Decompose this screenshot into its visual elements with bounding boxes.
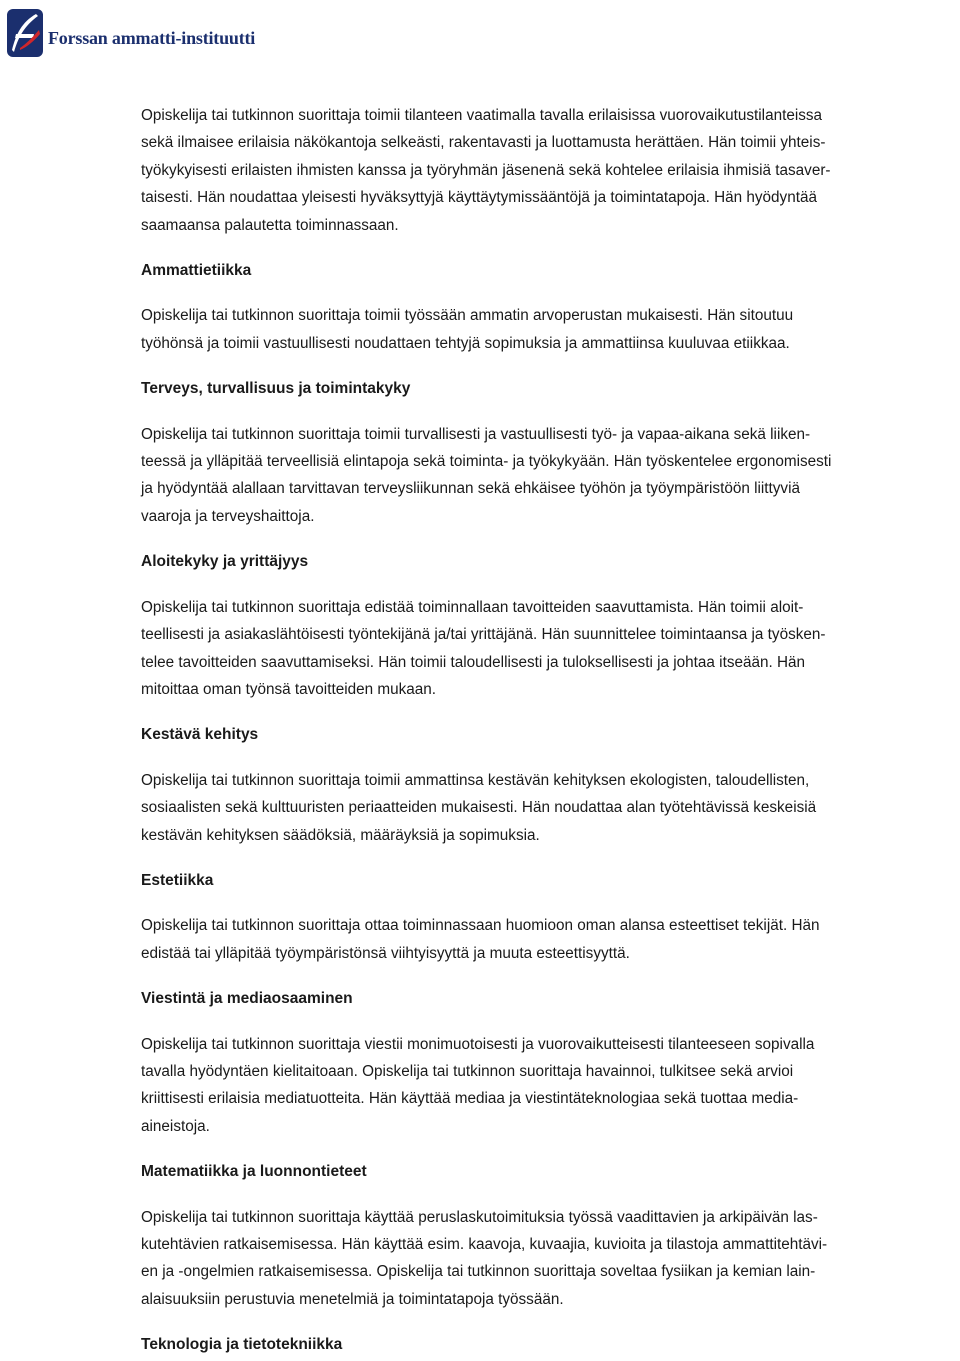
paragraph-line: kestävän kehityksen säädöksiä, määräyksiä ja sopimuksia. xyxy=(141,826,540,844)
paragraph-line: sekä ilmaisee erilaisia näkökantoja selkeästi, rakentavasti ja luottamusta herättäen. Hän toimii yhteis- xyxy=(141,134,826,152)
paragraph-line: Opiskelija tai tutkinnon suorittaja toimii turvallisesti ja vastuullisesti työ- ja vapaa-aikana sekä liiken- xyxy=(141,425,811,443)
paragraph-line: en ja -ongelmien ratkaisemisessa. Opiskelija tai tutkinnon suorittaja soveltaa fysiikan ja kemian lain- xyxy=(141,1263,816,1281)
paragraph-line: Opiskelija tai tutkinnon suorittaja edistää toiminnallaan tavoitteiden saavuttamista. Hän toimii aloit- xyxy=(141,598,804,616)
section-heading: Teknologia ja tietotekniikka xyxy=(141,1336,343,1354)
paragraph-line: kriittisesti erilaisia mediatuotteita. Hän käyttää mediaa ja viestintäteknologiaa sekä tuottaa media- xyxy=(141,1090,799,1108)
paragraph-line: työkykyisesti erilaisten ihmisten kanssa ja työryhmän jäsenenä sekä kohtelee erilaisia ihmisiä tasaver- xyxy=(141,161,831,179)
section-heading: Ammattietiikka xyxy=(141,262,252,280)
paragraph-line: Opiskelija tai tutkinnon suorittaja ottaa toiminnassaan huomioon oman alansa esteettiset tekijät. Hän xyxy=(141,917,820,935)
header xyxy=(6,6,255,60)
section-heading: Viestintä ja mediaosaaminen xyxy=(141,990,353,1008)
section-paragraph xyxy=(141,912,951,967)
paragraph-line: Opiskelija tai tutkinnon suorittaja toimii työssään ammatin arvoperustan mukaisesti. Hän sitoutuu xyxy=(141,307,794,325)
paragraph-line: saamaansa palautetta toiminnassaan. xyxy=(141,216,399,234)
paragraph-line: sosiaalisten sekä kulttuuristen periaatteiden mukaisesti. Hän noudattaa alan työtehtävissä keskeisiä xyxy=(141,799,817,817)
paragraph-line: alaisuuksiin perustuvia menetelmiä ja toimintatapoja työssään. xyxy=(141,1290,564,1308)
forssa-logo-icon xyxy=(6,8,44,58)
paragraph-line: mitoittaa oman työnsä tavoitteiden mukaan. xyxy=(141,680,437,698)
paragraph-line: edistää tai ylläpitää työympäristönsä viihtyisyyttä ja muuta esteettisyyttä. xyxy=(141,944,630,962)
section-paragraph xyxy=(141,1031,951,1141)
paragraph-line: Opiskelija tai tutkinnon suorittaja käyttää peruslaskutoimituksia työssä vaadittavien ja arkipäivän las- xyxy=(141,1208,818,1226)
section-heading: Terveys, turvallisuus ja toimintakyky xyxy=(141,380,411,398)
section-paragraph xyxy=(141,594,951,704)
paragraph-line: aineistoja. xyxy=(141,1117,210,1135)
paragraph-line: telee tavoitteiden saavuttamiseksi. Hän toimii taloudellisesti ja tuloksellisesti ja johtaa itseään. Hän xyxy=(141,653,806,671)
paragraph-line: Opiskelija tai tutkinnon suorittaja viestii monimuotoisesti ja vuorovaikutteisesti tilanteeseen sopivalla xyxy=(141,1035,815,1053)
logo-text: Forssan ammatti-instituutti xyxy=(48,27,256,48)
section-paragraph xyxy=(141,767,951,849)
document-body xyxy=(141,102,951,1359)
section-heading: Aloitekyky ja yrittäjyys xyxy=(141,553,309,571)
paragraph-line: taisesti. Hän noudattaa yleisesti hyväksyttyjä käyttäytymissääntöjä ja toimintatapoja. Hän hyödyntää xyxy=(141,189,817,207)
section-paragraph xyxy=(141,1204,951,1314)
paragraph-line: Opiskelija tai tutkinnon suorittaja toimii tilanteen vaatimalla tavalla erilaisissa vuorovaikutustilanteissa xyxy=(141,107,823,124)
paragraph-line: tavalla hyödyntäen kielitaitoaan. Opiskelija tai tutkinnon suorittaja havainnoi, tulkitsee sekä arvioi xyxy=(141,1062,794,1080)
paragraph-line: työhönsä ja toimii vastuullisesti noudattaen tehtyjä sopimuksia ja ammattiinsa kuuluvaa etiikkaa. xyxy=(141,334,790,352)
section-paragraph xyxy=(141,302,951,357)
paragraph-line: Opiskelija tai tutkinnon suorittaja toimii ammattinsa kestävän kehityksen ekologisten, taloudellisten, xyxy=(141,771,810,789)
section-paragraph xyxy=(141,421,951,531)
section-heading: Kestävä kehitys xyxy=(141,726,259,744)
paragraph-line: teellisesti ja asiakaslähtöisesti työntekijänä ja/tai yrittäjänä. Hän suunnittelee toimintaansa ja työsken- xyxy=(141,626,826,644)
paragraph-line: ja hyödyntää alallaan tarvittavan terveysliikunnan sekä ehkäisee työhön ja työympäristöön liittyviä xyxy=(141,480,800,498)
section-heading: Estetiikka xyxy=(141,871,214,889)
intro-paragraph xyxy=(141,102,951,239)
paragraph-line: vaaroja ja terveyshaittoja. xyxy=(141,507,315,525)
section-heading: Matematiikka ja luonnontieteet xyxy=(141,1163,367,1181)
paragraph-line: teessä ja ylläpitää terveellisiä elintapoja sekä toiminta- ja työkykyään. Hän työskentelee ergonomisesti xyxy=(141,453,832,471)
paragraph-line: kutehtävien ratkaisemisessa. Hän käyttää esim. kaavoja, kuvaajia, kuvioita ja tilastoja ammattitehtävi- xyxy=(141,1236,828,1253)
